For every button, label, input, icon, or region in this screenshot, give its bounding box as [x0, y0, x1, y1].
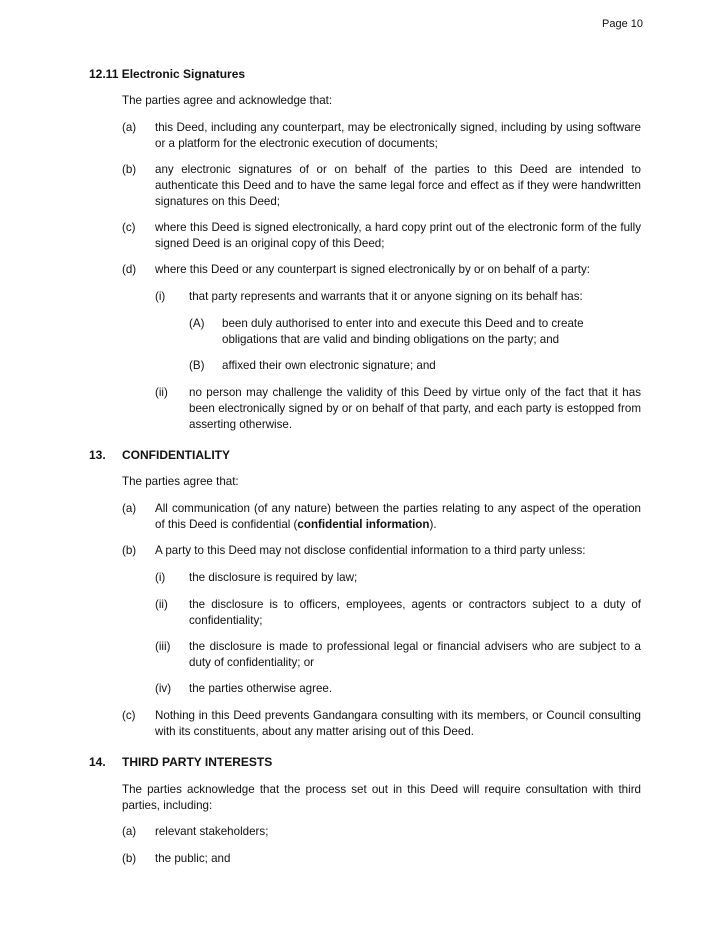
- clause-text-part: ).: [429, 518, 437, 531]
- page-number: Page 10: [602, 18, 643, 30]
- subclause-text: the disclosure is required by law;: [189, 571, 358, 584]
- subclause-label: (i): [155, 290, 166, 303]
- section-number: 13.: [89, 448, 106, 462]
- subclause-text: the disclosure is to officers, employees, agents or contractors subject to a duty of confidentiality;: [189, 598, 641, 627]
- clause-label: (c): [122, 221, 136, 234]
- clause-label: (a): [122, 121, 137, 134]
- subclause-text: that party represents and warrants that it or anyone signing on its behalf has:: [189, 290, 583, 303]
- clause-label: (d): [122, 263, 137, 276]
- clause-label: (b): [122, 163, 137, 176]
- section-heading-12-11: 12.11 Electronic Signatures: [89, 67, 246, 81]
- subclause-label: (iii): [155, 640, 171, 653]
- section-intro: The parties agree that:: [122, 475, 239, 488]
- subclause-label: (ii): [155, 386, 168, 399]
- defined-term: confidential information: [297, 518, 430, 531]
- paragraph-label: (B): [189, 359, 205, 372]
- clause-label: (b): [122, 544, 137, 557]
- clause-text-part: All communication (of any nature) between the parties relating to any aspect of the operation of this Deed is confidential (: [155, 502, 641, 531]
- section-intro: The parties acknowledge that the process set out in this Deed will require consultation with third parties, including:: [122, 783, 641, 812]
- clause-text: where this Deed is signed electronically, a hard copy print out of the electronic form of the fully signed Deed is an original copy of this Deed;: [155, 221, 641, 250]
- section-number: 14.: [89, 755, 106, 769]
- clause-label: (c): [122, 709, 136, 722]
- clause-text: [155, 501, 641, 533]
- paragraph-text: been duly authorised to enter into and execute this Deed and to create obligations that are valid and binding obligations on the party; and: [222, 317, 584, 346]
- subclause-label: (iv): [155, 682, 172, 695]
- clause-label: (b): [122, 852, 137, 865]
- section-intro: The parties agree and acknowledge that:: [122, 94, 333, 107]
- clause-label: (a): [122, 825, 137, 838]
- paragraph-text: affixed their own electronic signature; and: [222, 359, 436, 372]
- clause-label: (a): [122, 502, 137, 515]
- subclause-text: no person may challenge the validity of this Deed by virtue only of the fact that it has been electronically signed by or on behalf of that party, and each party is estopped from asserting otherwise.: [189, 386, 641, 431]
- subclause-text: the parties otherwise agree.: [189, 682, 333, 695]
- paragraph-label: (A): [189, 317, 205, 330]
- section-title: CONFIDENTIALITY: [122, 448, 230, 462]
- section-title: THIRD PARTY INTERESTS: [122, 755, 273, 769]
- clause-text: relevant stakeholders;: [155, 825, 269, 838]
- subclause-text: the disclosure is made to professional legal or financial advisers who are subject to a duty of confidentiality; or: [189, 640, 641, 669]
- clause-text: the public; and: [155, 852, 231, 865]
- clause-text: this Deed, including any counterpart, may be electronically signed, including by using software or a platform for the electronic execution of documents;: [155, 121, 641, 150]
- section-heading-14: [89, 754, 272, 770]
- clause-text: A party to this Deed may not disclose confidential information to a third party unless:: [155, 544, 586, 557]
- subclause-label: (i): [155, 571, 166, 584]
- section-heading-13: [89, 447, 230, 463]
- clause-text: Nothing in this Deed prevents Gandangara consulting with its members, or Council consulting with its constituents, about any matter arising out of this Deed.: [155, 709, 641, 738]
- subclause-label: (ii): [155, 598, 168, 611]
- clause-text: where this Deed or any counterpart is signed electronically by or on behalf of a party:: [155, 263, 591, 276]
- clause-text: any electronic signatures of or on behalf of the parties to this Deed are intended to authenticate this Deed and to have the same legal force and effect as if they were handwritten signatures on this Deed;: [155, 163, 641, 208]
